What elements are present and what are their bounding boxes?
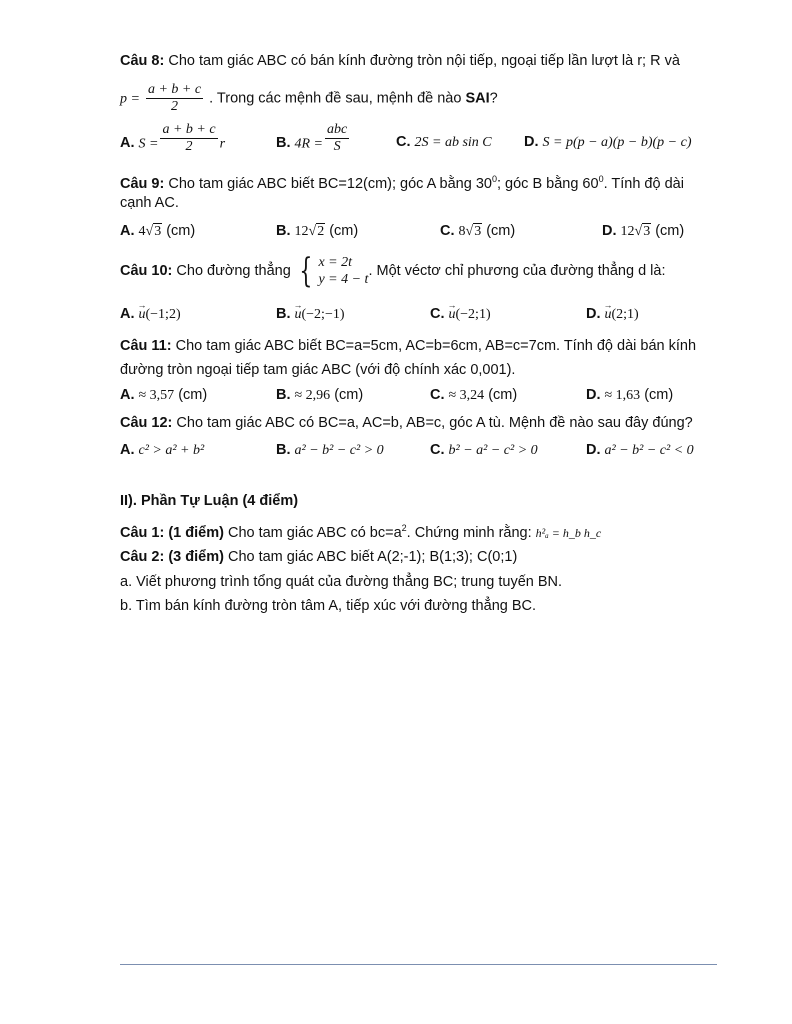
question-8-keyword: SAI <box>465 90 490 107</box>
question-9-line-2: cạnh AC. <box>120 195 179 211</box>
option-8-c[interactable]: C. 2S = ab sin C <box>396 134 492 150</box>
question-9-options <box>120 221 720 241</box>
question-10-label: Câu 10: <box>120 263 173 279</box>
question-12-line: Câu 12: Cho tam giác ABC có BC=a, AC=b, AB=c, góc A tù. Mệnh đề nào sau đây đúng? <box>120 415 693 431</box>
question-11-line-1: Câu 11: Cho tam giác ABC biết BC=a=5cm, AC=b=6cm, AB=c=7cm. Tính độ dài bán kính <box>120 338 697 354</box>
option-8-b[interactable]: B. 4R = $\frac{\text{abc}}{S}$ <box>276 122 348 154</box>
option-9-c[interactable]: C. 8√3 (cm) <box>440 223 516 239</box>
option-10-a[interactable]: A.→ u(−1;2) <box>120 304 181 325</box>
essay-question-2b: b. Tìm bán kính đường tròn tâm A, tiếp xúc với đường thẳng BC. <box>120 598 537 614</box>
option-8-a[interactable]: A. S = $\frac{a + b + c}{2}$ r <box>120 122 226 154</box>
option-11-a[interactable]: A. ≈ 3,57 (cm) <box>120 387 208 403</box>
question-11-line-2: đường tròn ngoại tiếp tam giác ABC (với độ chính xác 0,001). <box>120 362 516 378</box>
option-12-c[interactable]: C. b² − a² − c² > 0 <box>430 442 538 458</box>
option-10-c[interactable]: C.→ u(−2;1) <box>430 304 491 325</box>
option-11-d[interactable]: D. ≈ 1,63 (cm) <box>586 387 674 403</box>
question-11-options <box>120 385 720 405</box>
parametric-system: x = 2t y = 4 − t <box>318 255 369 288</box>
option-12-a[interactable]: A. c² > a² + b² <box>120 442 205 458</box>
question-8-text: Cho tam giác ABC có bán kính đường tròn nội tiếp, ngoại tiếp lần lượt là r; R và <box>164 53 680 69</box>
option-9-b[interactable]: B. 12√2 (cm) <box>276 223 359 239</box>
p-definition-fraction: $\frac{a + b + c}{2}$ <box>147 82 202 114</box>
option-10-d[interactable]: D.→ u(2;1) <box>586 304 639 325</box>
question-8-line-1 <box>120 52 680 70</box>
question-10-options <box>120 304 720 324</box>
essay-question-2: Câu 2: (3 điểm) Cho tam giác ABC biết A(2;-1); B(1;3); C(0;1) <box>120 549 518 565</box>
option-9-a[interactable]: A. 4√3 (cm) <box>120 223 196 239</box>
part-2-heading: II). Phần Tự Luận (4 điểm) <box>120 493 299 509</box>
footer-divider <box>120 964 717 965</box>
essay-question-1-label: Câu 1: (1 điểm) <box>120 524 224 541</box>
option-11-b[interactable]: B. ≈ 2,96 (cm) <box>276 387 364 403</box>
p-definition-lhs: p = <box>120 91 140 107</box>
option-8-d[interactable]: D. S = p(p − a)(p − b)(p − c) <box>524 134 692 150</box>
option-12-d[interactable]: D. a² − b² − c² < 0 <box>586 442 694 458</box>
essay-question-2a: a. Viết phương trình tổng quát của đường thẳng BC; trung tuyến BN. <box>120 574 563 590</box>
question-9-line-1: Câu 9: Cho tam giác ABC biết BC=12(cm); góc A bằng $30^0$; góc B bằng $60^0$. Tính độ dài <box>120 174 684 192</box>
question-10-line: Câu 10: Cho đường thẳng { x = 2t y = 4 − t . Một véctơ chỉ phương của đường thẳng d là: <box>120 251 666 292</box>
option-11-c[interactable]: C. ≈ 3,24 (cm) <box>430 387 518 403</box>
question-8-label: Câu 8: <box>120 53 165 69</box>
brace-icon: { <box>299 251 313 292</box>
option-9-d[interactable]: D. 12√3 (cm) <box>602 223 685 239</box>
question-12-options <box>120 440 720 460</box>
option-10-b[interactable]: B.→ u(−2;−1) <box>276 304 345 325</box>
question-11-label: Câu 11: <box>120 338 172 354</box>
question-8-line-2: p = $\frac{a + b + c}{2}$ . Trong các mệnh đề sau, mệnh đề nào SAI? <box>120 82 498 114</box>
question-8-options <box>120 122 720 154</box>
essay-question-2-label: Câu 2: (3 điểm) <box>120 549 224 565</box>
essay-question-1: Câu 1: (1 điểm) Cho tam giác ABC có $bc=a^2$. Chứng minh rằng: h²ₐ = h_b h_c <box>120 523 602 541</box>
question-8-prompt: . Trong các mệnh đề sau, mệnh đề nào <box>209 90 466 107</box>
question-12-label: Câu 12: <box>120 415 173 431</box>
option-12-b[interactable]: B. a² − b² − c² > 0 <box>276 442 384 458</box>
question-9-label: Câu 9: <box>120 175 165 192</box>
altitude-identity: h²ₐ = h_b h_c <box>535 525 602 540</box>
